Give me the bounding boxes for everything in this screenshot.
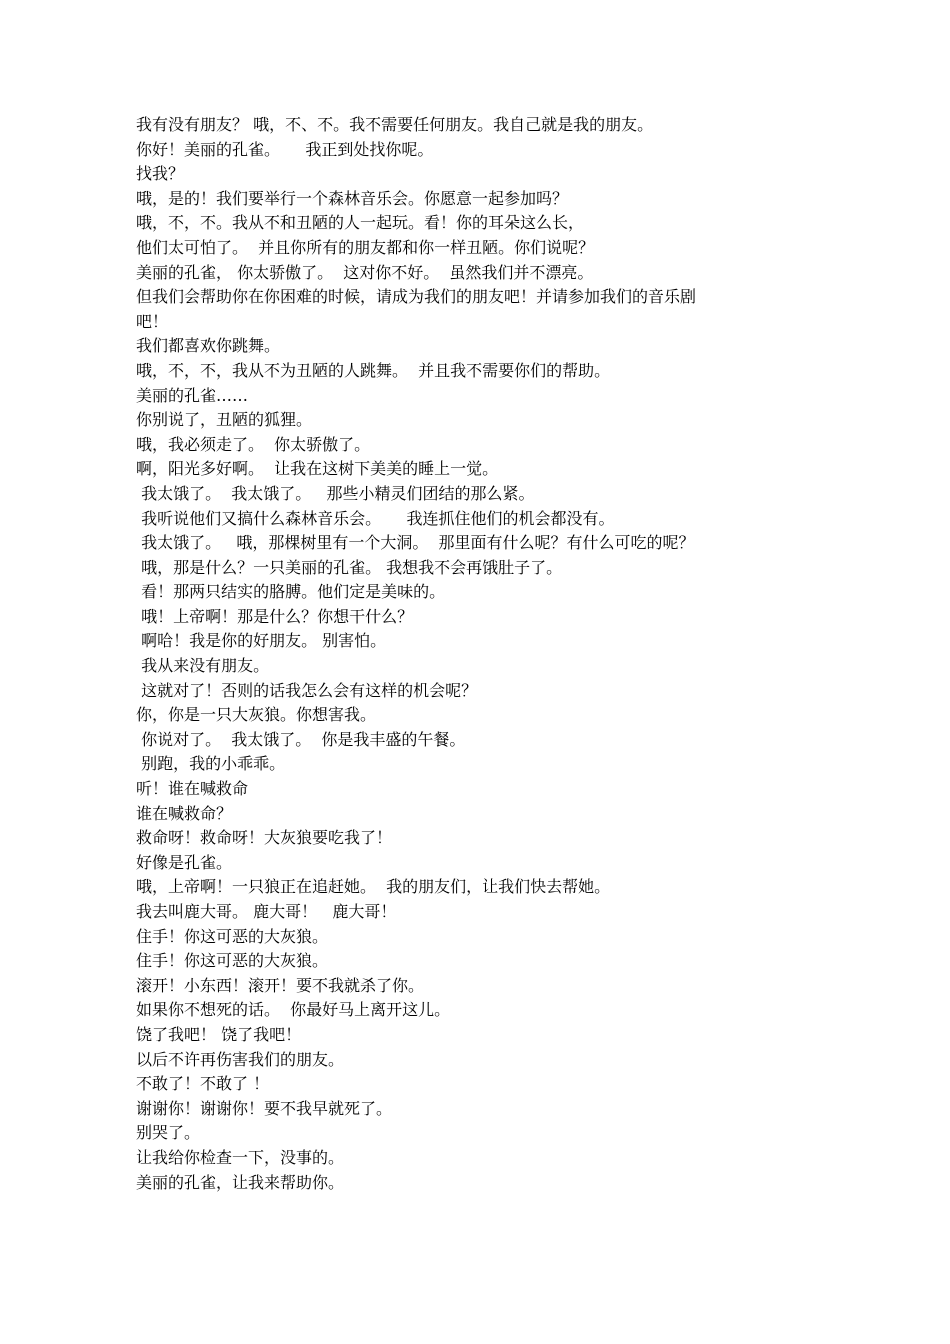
dialogue-line: 不敢了！不敢了 ！ xyxy=(136,1074,270,1094)
dialogue-line: 住手！你这可恶的大灰狼。 xyxy=(136,951,329,971)
dialogue-line: 饶了我吧！ 饶了我吧！ xyxy=(136,1024,302,1044)
dialogue-line: 哦，不，不。我从不和丑陋的人一起玩。看！你的耳朵这么长， xyxy=(136,213,585,233)
dialogue-line: 你，你是一只大灰狼。你想害我。 xyxy=(136,705,377,725)
dialogue-line: 救命呀！救命呀！大灰狼要吃我了！ xyxy=(136,828,393,848)
dialogue-line: 啊哈！我是你的好朋友。 别害怕。 xyxy=(136,631,387,651)
dialogue-line: 哦！上帝啊！那是什么？你想干什么？ xyxy=(136,606,414,626)
dialogue-line: 但我们会帮助你在你困难的时候，请成为我们的朋友吧！并请参加我们的音乐剧 xyxy=(136,287,697,307)
dialogue-line: 我太饿了。 我太饿了。 那些小精灵们团结的那么紧。 xyxy=(136,483,535,503)
dialogue-line: 以后不许再伤害我们的朋友。 xyxy=(136,1049,345,1069)
dialogue-line: 我有没有朋友？ 哦，不、不。我不需要任何朋友。我自己就是我的朋友。 xyxy=(136,115,654,134)
dialogue-line: 谁在喊救命？ xyxy=(136,803,233,823)
dialogue-line: 美丽的孔雀…… xyxy=(136,385,249,405)
dialogue-line: 你说对了。 我太饿了。 你是我丰盛的午餐。 xyxy=(136,729,466,749)
dialogue-line: 别哭了。 xyxy=(136,1123,201,1143)
dialogue-line: 听！谁在喊救命 xyxy=(136,779,249,799)
dialogue-line: 哦，我必须走了。 你太骄傲了。 xyxy=(136,434,371,454)
dialogue-line: 住手！你这可恶的大灰狼。 xyxy=(136,926,329,946)
dialogue-line: 滚开！小东西！滚开！要不我就杀了你。 xyxy=(136,975,425,995)
dialogue-line: 美丽的孔雀，让我来帮助你。 xyxy=(136,1172,345,1192)
dialogue-line: 好像是孔雀。 xyxy=(136,852,233,872)
dialogue-line: 哦，不，不，我从不为丑陋的人跳舞。 并且我不需要你们的帮助。 xyxy=(136,360,611,380)
dialogue-line: 你好！美丽的孔雀。 我正到处找你呢。 xyxy=(136,139,434,159)
dialogue-line: 哦，上帝啊！一只狼正在追赶她。 我的朋友们，让我们快去帮她。 xyxy=(136,877,611,897)
dialogue-line: 啊，阳光多好啊。 让我在这树下美美的睡上一觉。 xyxy=(136,459,499,479)
dialogue-line: 你别说了，丑陋的狐狸。 xyxy=(136,410,313,430)
dialogue-line: 这就对了！否则的话我怎么会有这样的机会呢？ xyxy=(136,680,478,700)
dialogue-line: 我太饿了。 哦，那棵树里有一个大洞。 那里面有什么呢？有什么可吃的呢？ xyxy=(136,533,695,553)
dialogue-line: 谢谢你！谢谢你！要不我早就死了。 xyxy=(136,1098,393,1118)
dialogue-line: 找我？ xyxy=(136,164,185,184)
dialogue-line: 我听说他们又搞什么森林音乐会。 我连抓住他们的机会都没有。 xyxy=(136,508,615,528)
dialogue-line: 他们太可怕了。 并且你所有的朋友都和你一样丑陋。你们说呢？ xyxy=(136,237,595,257)
dialogue-line: 哦，那是什么？一只美丽的孔雀。 我想我不会再饿肚子了。 xyxy=(136,557,563,577)
dialogue-line: 让我给你检查一下，没事的。 xyxy=(136,1147,345,1167)
dialogue-line: 吧！ xyxy=(136,311,169,331)
dialogue-line: 我们都喜欢你跳舞。 xyxy=(136,336,281,356)
dialogue-line: 我去叫鹿大哥。 鹿大哥！ 鹿大哥！ xyxy=(136,902,397,921)
dialogue-line: 美丽的孔雀， 你太骄傲了。 这对你不好。 虽然我们并不漂亮。 xyxy=(136,262,594,282)
dialogue-line: 别跑，我的小乖乖。 xyxy=(136,754,286,774)
dialogue-text xyxy=(136,113,826,1195)
dialogue-line: 如果你不想死的话。 你最好马上离开这儿。 xyxy=(136,1000,451,1020)
dialogue-line: 我从来没有朋友。 xyxy=(136,656,270,676)
dialogue-line: 哦，是的！我们要举行一个森林音乐会。你愿意一起参加吗？ xyxy=(136,188,569,208)
dialogue-line: 看！那两只结实的胳膊。他们定是美味的。 xyxy=(136,582,446,602)
